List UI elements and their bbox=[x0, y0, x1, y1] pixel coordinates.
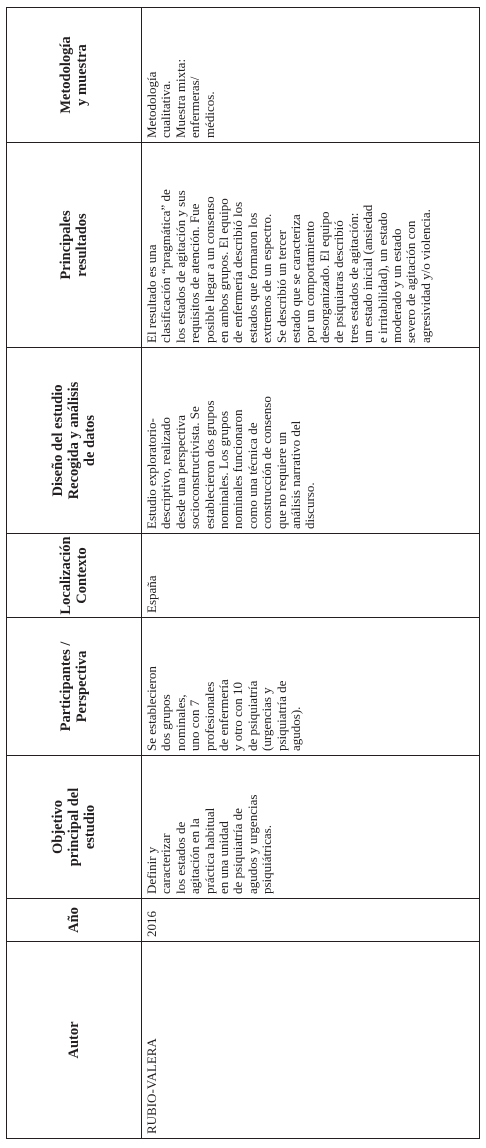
cell-text-line: tres estados de agitación: bbox=[345, 212, 361, 343]
cell-text-line: moderado y un estado bbox=[388, 228, 404, 343]
cell-text-line: Perspectiva bbox=[74, 650, 90, 723]
cell-text-line: de datos bbox=[82, 414, 98, 467]
header-autor bbox=[7, 942, 142, 1139]
cell-text-line: y otro con 10 bbox=[230, 682, 246, 751]
cell-text-line: uno con 7 bbox=[187, 699, 203, 751]
cell-objetivo bbox=[142, 756, 480, 899]
cell-text-line: cualitativa. bbox=[158, 80, 174, 138]
cell-text-line: desorganizado. El equipo bbox=[316, 211, 332, 343]
cell-text-line: e irritabilidad), un estado bbox=[374, 212, 390, 343]
cell-text-line: que no requiere un bbox=[273, 431, 289, 529]
cell-text-line: descriptivo, realizado bbox=[158, 417, 174, 529]
cell-text-line: 2016 bbox=[144, 911, 159, 937]
cell-text-line: discurso. bbox=[302, 482, 318, 529]
cell-text-line: de enfermería bbox=[216, 679, 232, 751]
cell-text-line: estudio bbox=[82, 804, 98, 850]
cell-text-line: agudos y urgencias bbox=[244, 794, 260, 894]
cell-text-line: en una unidad bbox=[216, 821, 232, 894]
cell-text-line: nominales. Los grupos bbox=[216, 410, 232, 529]
cell-text-line: Diseño del estudio bbox=[50, 384, 66, 497]
cell-text-line: como una técnica de bbox=[244, 422, 260, 529]
header-ano bbox=[7, 899, 142, 942]
cell-text-line: de psiquiatras describió bbox=[331, 220, 347, 343]
cell-text-line: Año bbox=[66, 907, 82, 933]
cell-text-line: Contexto bbox=[74, 547, 90, 604]
table-row bbox=[142, 8, 480, 1139]
cell-text-line: en ambos grupos. El equipo bbox=[216, 198, 232, 343]
cell-text-line: desde una perspectiva bbox=[172, 414, 188, 529]
cell-text-line: profesionales bbox=[201, 681, 217, 751]
cell-text-line: los estados de agitación y sus bbox=[172, 190, 188, 343]
cell-diseno bbox=[142, 348, 480, 534]
cell-text-line: Localización bbox=[58, 536, 74, 615]
cell-text-line: y muestra bbox=[74, 44, 90, 106]
cell-text-line: España bbox=[144, 575, 159, 613]
header-objetivo bbox=[7, 756, 142, 899]
cell-text-line: Metodología bbox=[58, 36, 74, 114]
cell-text-line: Autor bbox=[66, 1021, 82, 1059]
cell-autor bbox=[142, 942, 480, 1139]
cell-text-line: clasificación “pragmática” de bbox=[158, 189, 174, 343]
cell-text-line: análisis narrativo del bbox=[288, 420, 304, 529]
cell-text-line: resultados bbox=[74, 213, 90, 277]
cell-text-line: dos grupos bbox=[158, 694, 174, 751]
cell-text-line: de psiquiatría bbox=[244, 680, 260, 751]
cell-text-line: caracterizar bbox=[158, 833, 174, 894]
cell-text-line: Recogida y análisis bbox=[66, 381, 82, 500]
cell-text-line: un estado inicial (ansiedad bbox=[360, 204, 376, 343]
cell-text-line: agresividad y/o violencia. bbox=[417, 209, 433, 343]
cell-text-line: psiquiatría de bbox=[273, 680, 289, 751]
cell-text-line: estados que formaron los bbox=[244, 212, 260, 343]
cell-text-line: principal del bbox=[66, 787, 82, 867]
cell-text-line: estado que se caracteriza bbox=[288, 214, 304, 343]
cell-text-line: nominales, bbox=[172, 694, 188, 751]
cell-text-line: (urgencias y bbox=[259, 687, 275, 751]
cell-text-line: Definir y bbox=[144, 846, 159, 894]
cell-text-line: socioconstructivista. Se bbox=[187, 406, 203, 529]
cell-text-line: extremos de un espectro. bbox=[259, 213, 275, 343]
cell-text-line: los estados de bbox=[172, 821, 188, 894]
cell-text-line: de psiquiatría de bbox=[230, 808, 246, 894]
study-summary-table bbox=[6, 7, 480, 1139]
cell-text-line: Metodología bbox=[144, 71, 159, 138]
cell-metodologia bbox=[142, 8, 480, 143]
cell-text-line: severo de agitación con bbox=[403, 220, 419, 343]
cell-localizacion bbox=[142, 534, 480, 618]
header-resultados bbox=[7, 143, 142, 348]
cell-text-line: Estudio exploratorio- bbox=[144, 418, 159, 529]
cell-text-line: enfermeras/ bbox=[187, 76, 203, 138]
cell-text-line: Objetivo bbox=[50, 800, 66, 854]
cell-text-line: El resultado es una bbox=[144, 244, 159, 343]
cell-text-line: RUBIO-VALERA bbox=[144, 1038, 159, 1134]
cell-text-line: de enfermería describió los bbox=[230, 201, 246, 343]
cell-text-line: por un comportamiento bbox=[302, 220, 318, 343]
cell-ano bbox=[142, 899, 480, 942]
cell-text-line: psiquiátricas. bbox=[259, 825, 275, 894]
cell-text-line: práctica habitual bbox=[201, 807, 217, 894]
cell-text-line: nominales funcionaron bbox=[230, 409, 246, 529]
cell-participantes bbox=[142, 618, 480, 756]
cell-text-line: agitación en la bbox=[187, 818, 203, 894]
cell-text-line: requisitos de atención. Fue bbox=[187, 203, 203, 343]
cell-text-line: construcción de consenso bbox=[259, 396, 275, 529]
header-participantes bbox=[7, 618, 142, 756]
header-localizacion bbox=[7, 534, 142, 618]
cell-text-line: posible llegar a un consenso bbox=[201, 196, 217, 343]
cell-text-line: Principales bbox=[58, 210, 74, 280]
cell-text-line: Se establecieron bbox=[144, 666, 159, 751]
cell-text-line: Muestra mixta: bbox=[172, 58, 188, 138]
cell-text-line: médicos. bbox=[201, 91, 217, 138]
cell-resultados bbox=[142, 143, 480, 348]
cell-text-line: Se describió un tercer bbox=[273, 230, 289, 343]
header-diseno bbox=[7, 348, 142, 534]
header-metodologia bbox=[7, 8, 142, 143]
cell-text-line: agudos). bbox=[288, 706, 304, 751]
cell-text-line: establecieron dos grupos bbox=[201, 400, 217, 529]
table-header-row bbox=[7, 8, 142, 1139]
cell-text-line: Participantes / bbox=[58, 641, 74, 732]
